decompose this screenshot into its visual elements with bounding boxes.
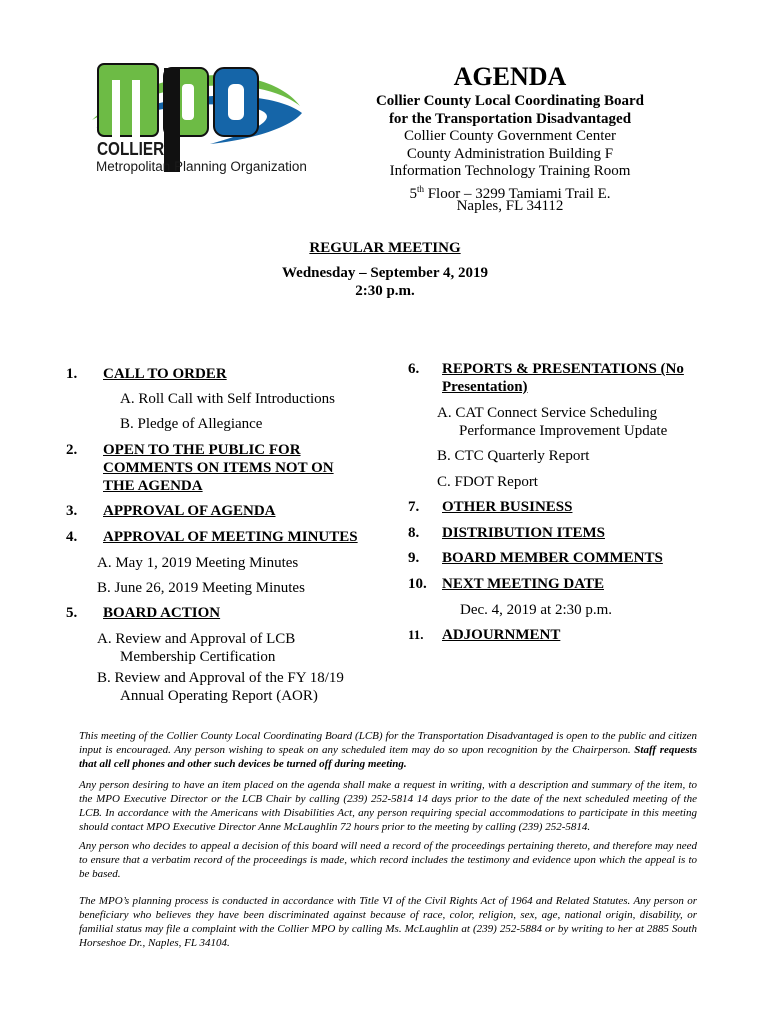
meeting-time: 2:30 p.m. [355, 283, 415, 299]
item-11-title: ADJOURNMENT [442, 627, 561, 643]
item-5-title: BOARD ACTION [103, 605, 221, 621]
note-agenda-requests: Any person desiring to have an item placed on the agenda shall make a request in writing, with a description and summary of the item, to the MPO Executive Director or the LCB Chair by calling (239) 252-5814 14 days prior to the date of the next scheduled meeting of the LCB. In accordance with the Americans with Disabilities Act, any person requiring special accommodations to participate in this meeting should contact MPO Executive Director Anne McLaughlin 72 hours prior to the meeting by calling (239) 252-5814. [79, 779, 697, 833]
item-9-title: BOARD MEMBER COMMENTS [442, 550, 663, 566]
city-line: Naples, FL 34112 [456, 198, 564, 214]
item-10-number: 10. [408, 576, 427, 592]
item-6-title-line2: Presentation) [442, 379, 528, 395]
item-2-title-line3: THE AGENDA [103, 478, 203, 494]
item-6b: B. CTC Quarterly Report [437, 448, 590, 464]
item-6-title-line1: REPORTS & PRESENTATIONS (No [442, 361, 684, 377]
note-title-vi: The MPO’s planning process is conducted in accordance with Title VI of the Civil Rights Act of 1964 and Related Statutes. Any person or beneficiary who believes they have been discriminated against because of race, color, religion, sex, age, national origin, disability, or familial status may file a complaint with the Collier MPO by calling Ms. McLaughlin at (239) 252-5884 or by writing to her at 2885 South Horseshoe Dr., Naples, FL 34104. [79, 895, 697, 949]
item-5-number: 5. [66, 605, 78, 621]
item-5a-line1: A. Review and Approval of LCB [97, 631, 296, 647]
item-7-title: OTHER BUSINESS [442, 499, 573, 515]
location-line3: Information Technology Training Room [389, 163, 631, 179]
item-3-number: 3. [66, 503, 78, 519]
logo-letter-o [214, 68, 258, 136]
item-5b-line2: Annual Operating Report (AOR) [120, 688, 318, 704]
floor-suffix: th [416, 183, 424, 194]
note-public-input-text: This meeting of the Collier County Local Coordinating Board (LCB) for the Transportation Disadvantaged is open to the public and citizen input is encouraged. Any person wishing to speak on any scheduled item may do so upon recognition by the Chairperson. [79, 730, 697, 756]
item-6a-line2: Performance Improvement Update [459, 423, 668, 439]
logo-letter-m [98, 64, 158, 138]
item-6-number: 6. [408, 361, 420, 377]
floor-address: Floor – 3299 Tamiami Trail E. [423, 185, 611, 202]
logo-subtitle: Metropolitan Planning Organization [96, 159, 307, 174]
item-6c: C. FDOT Report [437, 474, 538, 490]
floor-number: 5 [409, 185, 417, 202]
item-4a: A. May 1, 2019 Meeting Minutes [97, 555, 299, 571]
logo-letter-p [164, 68, 208, 172]
item-11-number: 11. [408, 627, 424, 642]
item-8-number: 8. [408, 525, 420, 541]
item-2-title-line1: OPEN TO THE PUBLIC FOR [103, 442, 301, 458]
location-line1: Collier County Government Center [403, 128, 617, 144]
item-10-detail: Dec. 4, 2019 at 2:30 p.m. [460, 602, 613, 618]
item-5b-line1: B. Review and Approval of the FY 18/19 [97, 670, 344, 686]
item-7-number: 7. [408, 499, 420, 515]
note-cell-phones: Staff requests that all cell phones and other such devices be turned off during meeting. [79, 744, 697, 770]
item-1-title: CALL TO ORDER [103, 366, 227, 382]
logo-collier-text: COLLIER [97, 139, 165, 159]
item-4-number: 4. [66, 529, 78, 545]
meeting-date: Wednesday – September 4, 2019 [282, 265, 488, 281]
item-2-title-line2: COMMENTS ON ITEMS NOT ON [103, 460, 334, 476]
item-8-title: DISTRIBUTION ITEMS [442, 525, 605, 541]
board-name-line1: Collier County Local Coordinating Board [375, 93, 645, 109]
agenda-title: AGENDA [453, 62, 567, 91]
item-10-title: NEXT MEETING DATE [442, 576, 604, 592]
item-2-number: 2. [66, 442, 78, 458]
note-public-input [79, 729, 697, 771]
item-4-title: APPROVAL OF MEETING MINUTES [103, 529, 358, 545]
item-9-number: 9. [408, 550, 420, 566]
location-line2: County Administration Building F [406, 145, 614, 162]
item-4b: B. June 26, 2019 Meeting Minutes [97, 580, 305, 596]
item-1b: B. Pledge of Allegiance [120, 416, 263, 432]
note-appeal: Any person who decides to appeal a decision of this board will need a record of the proceedings pertaining thereto, and therefore may need to ensure that a verbatim record of the proceedings is made, which record includes the testimony and evidence upon which the appeal is to be based. [79, 840, 697, 880]
item-6a-line1: A. CAT Connect Service Scheduling [437, 405, 658, 421]
board-name-line2: for the Transportation Disadvantaged [388, 110, 632, 127]
item-3-title: APPROVAL OF AGENDA [103, 503, 276, 519]
item-1a: A. Roll Call with Self Introductions [120, 391, 335, 407]
meeting-type: REGULAR MEETING [309, 240, 461, 256]
item-5a-line2: Membership Certification [120, 649, 276, 665]
item-1-number: 1. [66, 366, 78, 382]
